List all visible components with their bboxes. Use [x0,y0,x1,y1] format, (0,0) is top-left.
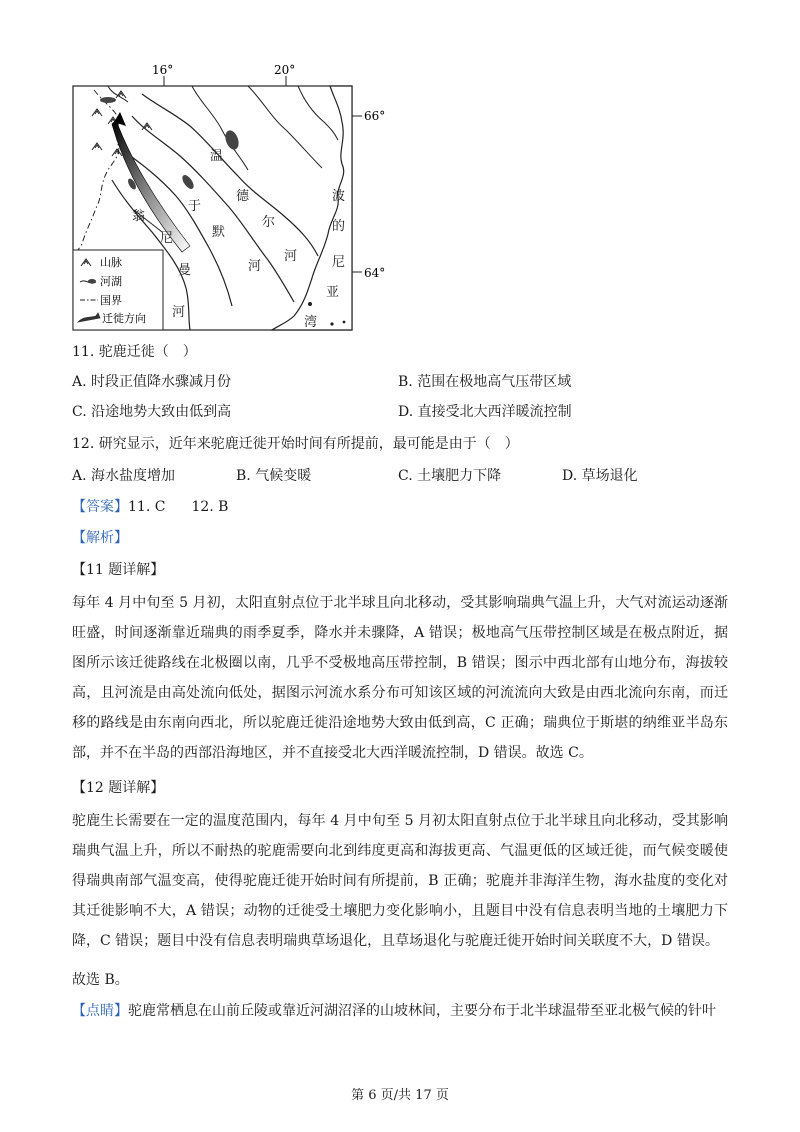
legend-label: 国界 [100,294,122,307]
map-label: 温 [210,149,224,164]
q12-option-a: A. 海水盐度增加 [72,468,176,484]
tip-text: 驼鹿常栖息在山前丘陵或靠近河湖沼泽的山坡林间，主要分布于北半球温带至亚北极气候的针叶 [128,1003,716,1019]
legend-label: 迁徙方向 [102,312,146,325]
q12-option-d: D. 草场退化 [562,468,638,484]
lake [100,97,116,103]
question-12-stem: 12. 研究显示，近年来驼鹿迁徙开始时间有所提前，最可能是由于（ ） [72,436,519,452]
detail-12-text: 驼鹿生长需要在一定的温度范围内，每年 4 月中旬至 5 月初太阳直射点位于北半球且向北移动，受其影响瑞典气温上升，所以不耐热的驼鹿需要向北到纬度更高和海拔更高、气温更低的区域迁徙，而气候变暖使得瑞典南部气温变高，使得驼鹿迁徙开始时间有所提前，B 正确；驼鹿并非海洋生物，海水盐度的变化对其迁徙影响不大，A 错误；动物的迁徙受土壤肥力变化影响小，且题目中没有信息表明当地的土壤肥力下降，C 错误；题目中没有信息表明瑞典草场退化，且草场退化与驼鹿迁徙开始时间关联度不大，D 错误。 [72,813,728,949]
question-11-stem: 11. 驼鹿迁徙（ ） [72,344,197,360]
detail-12-conclusion: 故选 B。 [72,972,129,988]
detail-11-title: 【11 题详解】 [72,562,165,578]
map-label: 德 [236,189,250,204]
sea-label: 湾 [304,315,318,330]
legend-label: 河湖 [100,275,122,288]
map-label: 翁 [132,209,146,224]
answer-q12: 12. B [191,499,229,515]
q11-option-b: B. 范围在极地高气压带区域 [398,374,572,390]
tip-label: 【点睛】 [72,1003,128,1019]
map-label: 于 [188,199,202,214]
lon-label-left: 16° [152,63,174,77]
map-svg [72,60,386,332]
answer-q11: 11. C [128,499,166,515]
sea-label: 尼 [332,255,346,270]
q12-option-c: C. 土壤肥力下降 [398,468,502,484]
map-label: 尔 [262,215,276,230]
q12-option-b: B. 气候变暖 [236,468,312,484]
map-label: 尼 [160,231,174,246]
map-label: 河 [172,305,186,320]
lon-label-right: 20° [274,63,296,77]
lat-label-bottom: 64° [364,266,386,280]
river-line [248,86,322,168]
q11-option-a: A. 时段正值降水骤减月份 [72,374,232,390]
analysis-label: 【解析】 [72,530,128,546]
sea-label: 波 [332,189,346,204]
lat-label-top: 66° [364,109,386,123]
lake [180,173,196,191]
map-label: 河 [284,249,298,264]
migration-arrow-icon [112,120,190,252]
map-label: 河 [248,259,262,274]
map-label: 默 [212,225,226,240]
answer-label: 【答案】 [72,499,128,515]
legend-label: 山脉 [100,256,122,269]
island [308,302,312,306]
lake [223,129,241,152]
detail-12-title: 【12 题详解】 [72,780,165,796]
tip-line [72,996,728,1026]
sea-label: 亚 [326,285,340,300]
q11-option-c: C. 沿途地势大致由低到高 [72,404,232,420]
answer-line [72,497,228,517]
migration-map [72,60,386,332]
map-label: 曼 [178,263,192,278]
island [330,322,333,325]
page-footer: 第 6 页/共 17 页 [351,1088,449,1103]
sea-label: 的 [332,219,346,234]
detail-11-text: 每年 4 月中旬至 5 月初，太阳直射点位于北半球且向北移动，受其影响瑞典气温上升，大气对流运动逐渐旺盛，时间逐渐靠近瑞典的雨季夏季，降水并未骤降，A 错误；极地高气压带控制区域是在极点附近，据图所示该迁徙路线在北极圈以南，几乎不受极地高压带控制，B 错误；图示中西北部有山地分布，海拔较高，且河流是由高处流向低处，据图示河流水系分布可知该区域的河流流向大致是由西北流向东南，而迁移的路线是由东南向西北，所以驼鹿迁徙沿途地势大致由低到高，C 正确；瑞典位于斯堪的纳维亚半岛东部，并不在半岛的西部沿海地区，并不直接受北大西洋暖流控制，D 错误。故选 C。 [72,595,728,761]
coastline [272,86,352,330]
q11-option-d: D. 直接受北大西洋暖流控制 [398,404,572,420]
river-line [298,86,338,140]
island [343,321,346,324]
